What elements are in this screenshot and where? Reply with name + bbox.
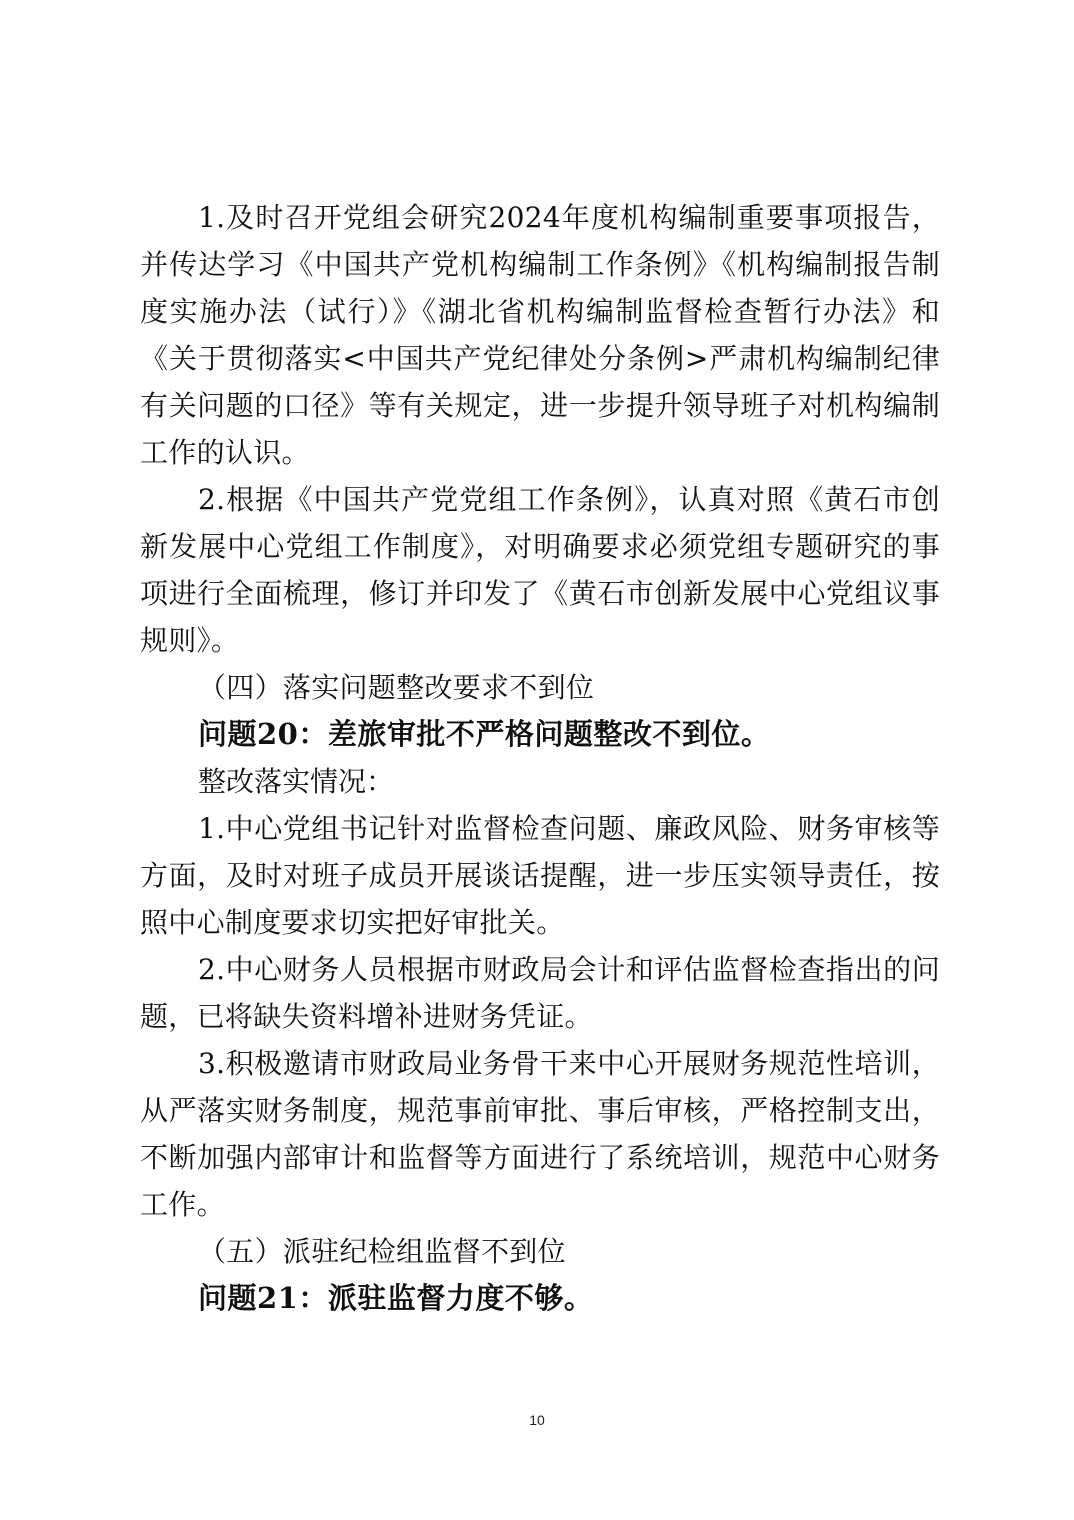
paragraph-item-1: 1.及时召开党组会研究2024年度机构编制重要事项报告，并传达学习《中国共产党机构编制工作条例》《机构编制报告制度实施办法（试行）》《湖北省机构编制监督检查暂行办法》和《关于贯彻落实<中国共产党纪律处分条例>严肃机构编制纪律有关问题的口径》等有关规定，进一步提升领导班子对机构编制工作的认识。 (140, 201, 940, 469)
rectification-label: 整改落实情况： (198, 765, 395, 798)
issue-heading-21: 问题21：派驻监督力度不够。 (198, 1281, 594, 1315)
section-heading-5: （五）派驻纪检组监督不到位 (198, 1235, 566, 1268)
issue-heading-20: 问题20：差旅审批不严格问题整改不到位。 (198, 717, 771, 751)
document-body (140, 194, 940, 1322)
paragraph-item-2: 2.根据《中国共产党党组工作条例》，认真对照《黄石市创新发展中心党组工作制度》，对明确要求必须党组专题研究的事项进行全面梳理，修订并印发了《黄石市创新发展中心党组议事规则》。 (140, 483, 940, 657)
paragraph-item-5: 3.积极邀请市财政局业务骨干来中心开展财务规范性培训，从严落实财务制度，规范事前审批、事后审核，严格控制支出，不断加强内部审计和监督等方面进行了系统培训，规范中心财务工作。 (140, 1047, 940, 1221)
paragraph-item-3: 1.中心党组书记针对监督检查问题、廉政风险、财务审核等方面，及时对班子成员开展谈话提醒，进一步压实领导责任，按照中心制度要求切实把好审批关。 (140, 812, 940, 939)
page-number: 10 (529, 1412, 545, 1428)
paragraph-item-4: 2.中心财务人员根据市财政局会计和评估监督检查指出的问题，已将缺失资料增补进财务凭证。 (140, 953, 940, 1033)
section-heading-4: （四）落实问题整改要求不到位 (198, 671, 595, 704)
